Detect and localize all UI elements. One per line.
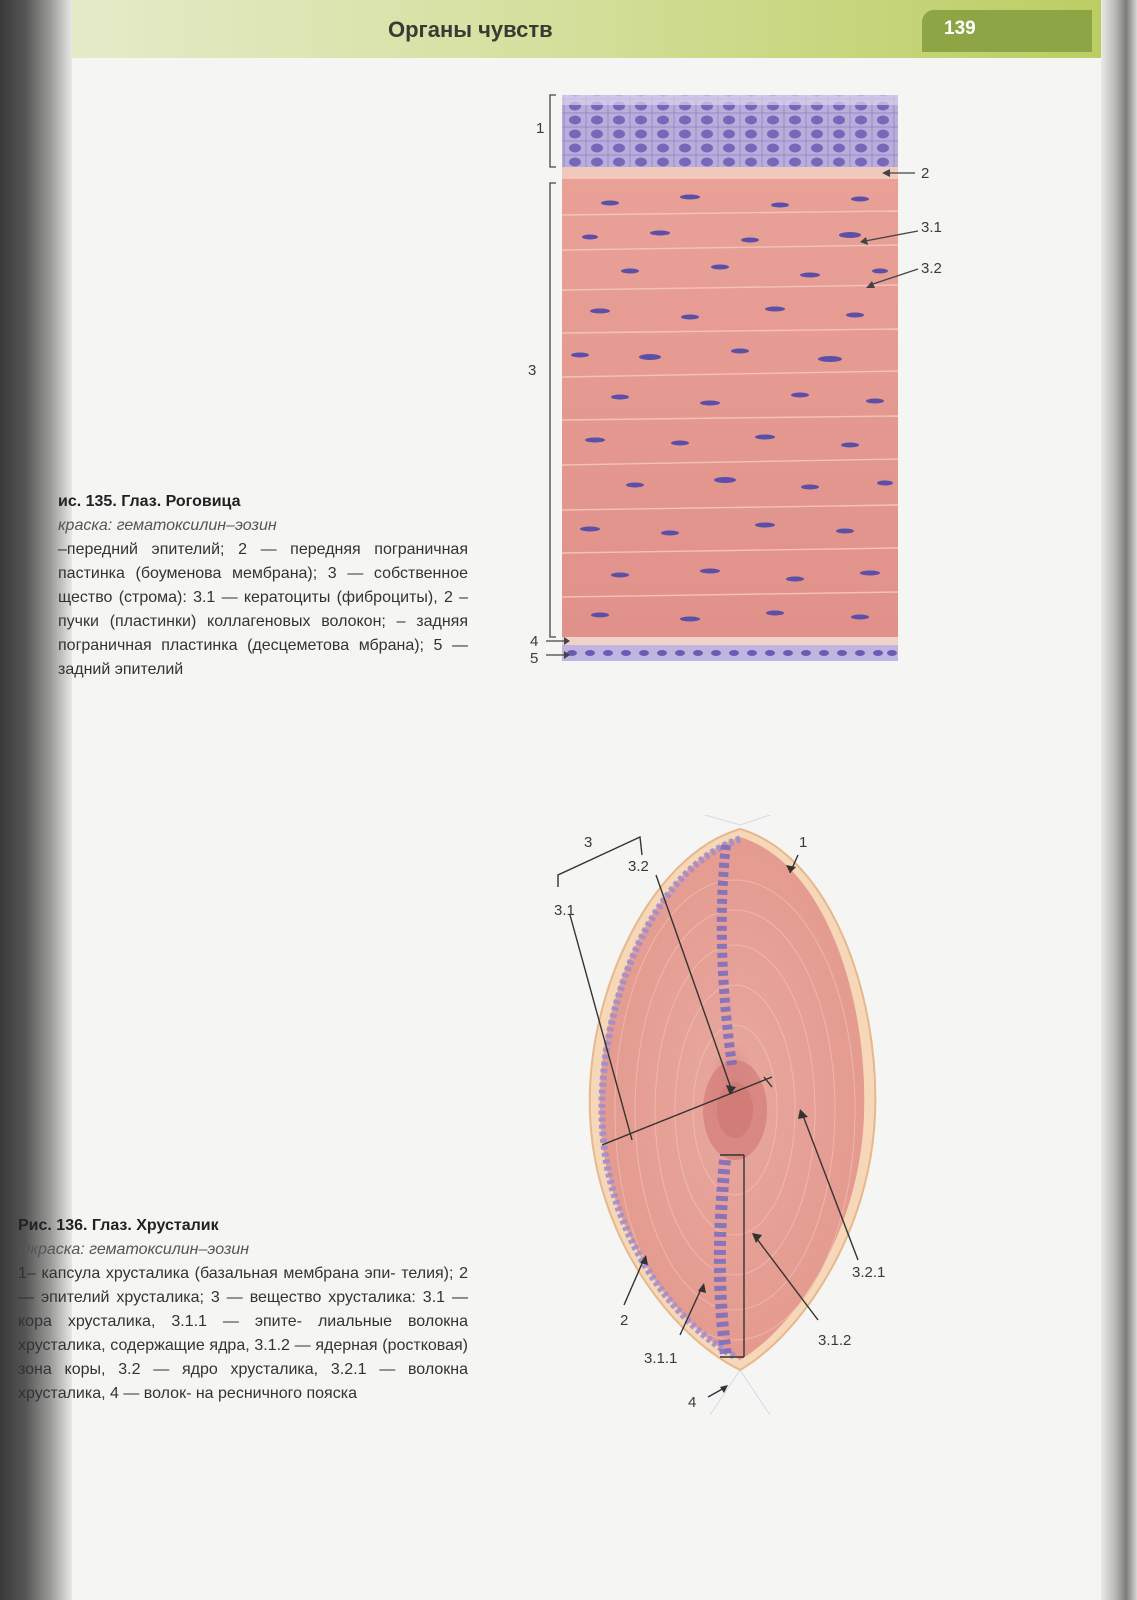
bowman-membrane xyxy=(562,167,898,179)
figure-135-title: ис. 135. Глаз. Роговица xyxy=(58,493,241,510)
figure-135-cornea xyxy=(520,85,960,685)
figure-136-caption xyxy=(18,1214,468,1406)
label-3-2: 3.2 xyxy=(921,260,942,277)
label-2: 2 xyxy=(921,165,930,182)
figure-136-title: Рис. 136. Глаз. Хрусталик xyxy=(18,1217,219,1234)
page-number: 139 xyxy=(944,18,976,39)
label-4: 4 xyxy=(530,633,539,650)
figure-136-stain: Окраска: гематоксилин–эозин xyxy=(18,1241,250,1258)
label-1: 1 xyxy=(536,120,545,137)
label-3-2: 3.2 xyxy=(628,858,649,875)
figure-136-description: 1– капсула хрусталика (базальная мембрана эпи- телия); 2 — эпителий хрусталика; 3 — вещество хрусталика: 3.1 — кора хрусталика, 3.1.1 — эпите- лиальные волокна хрусталика, содержащие ядра, 3.1.2 — ядерная (ростковая) зона коры, 3.2 — ядро хрусталика, 3.2.1 — волокна хрусталика, 4 — волок- на ресничного пояска xyxy=(18,1265,468,1402)
figure-135-caption xyxy=(58,490,468,682)
label-2: 2 xyxy=(620,1312,629,1329)
label-3-1-1: 3.1.1 xyxy=(644,1350,678,1367)
figure-135-description: –передний эпителий; 2 — передняя пограничная пастинка (боуменова мембрана); 3 — собственное щество (строма): 3.1 — кератоциты (фиброциты), 2 – пучки (пластинки) коллагеновых волокон; – задняя пограничная пластинка (десцеметова мбрана); 5 — задний эпителий xyxy=(58,541,468,678)
anterior-epithelium xyxy=(562,95,898,167)
descemet-membrane xyxy=(562,637,898,645)
label-4: 4 xyxy=(688,1394,697,1411)
figure-135-stain: краска: гематоксилин–эозин xyxy=(58,517,277,534)
chapter-title: Органы чувств xyxy=(388,17,553,42)
label-3: 3 xyxy=(528,362,537,379)
label-3-1: 3.1 xyxy=(554,902,575,919)
label-3-1-2: 3.1.2 xyxy=(818,1332,852,1349)
page-edge xyxy=(1101,0,1137,1600)
label-3-1: 3.1 xyxy=(921,219,942,236)
label-1: 1 xyxy=(799,834,808,851)
label-5: 5 xyxy=(530,650,539,667)
label-3-2-1: 3.2.1 xyxy=(852,1264,886,1281)
label-3: 3 xyxy=(584,834,593,851)
figure-136-lens xyxy=(540,815,920,1435)
